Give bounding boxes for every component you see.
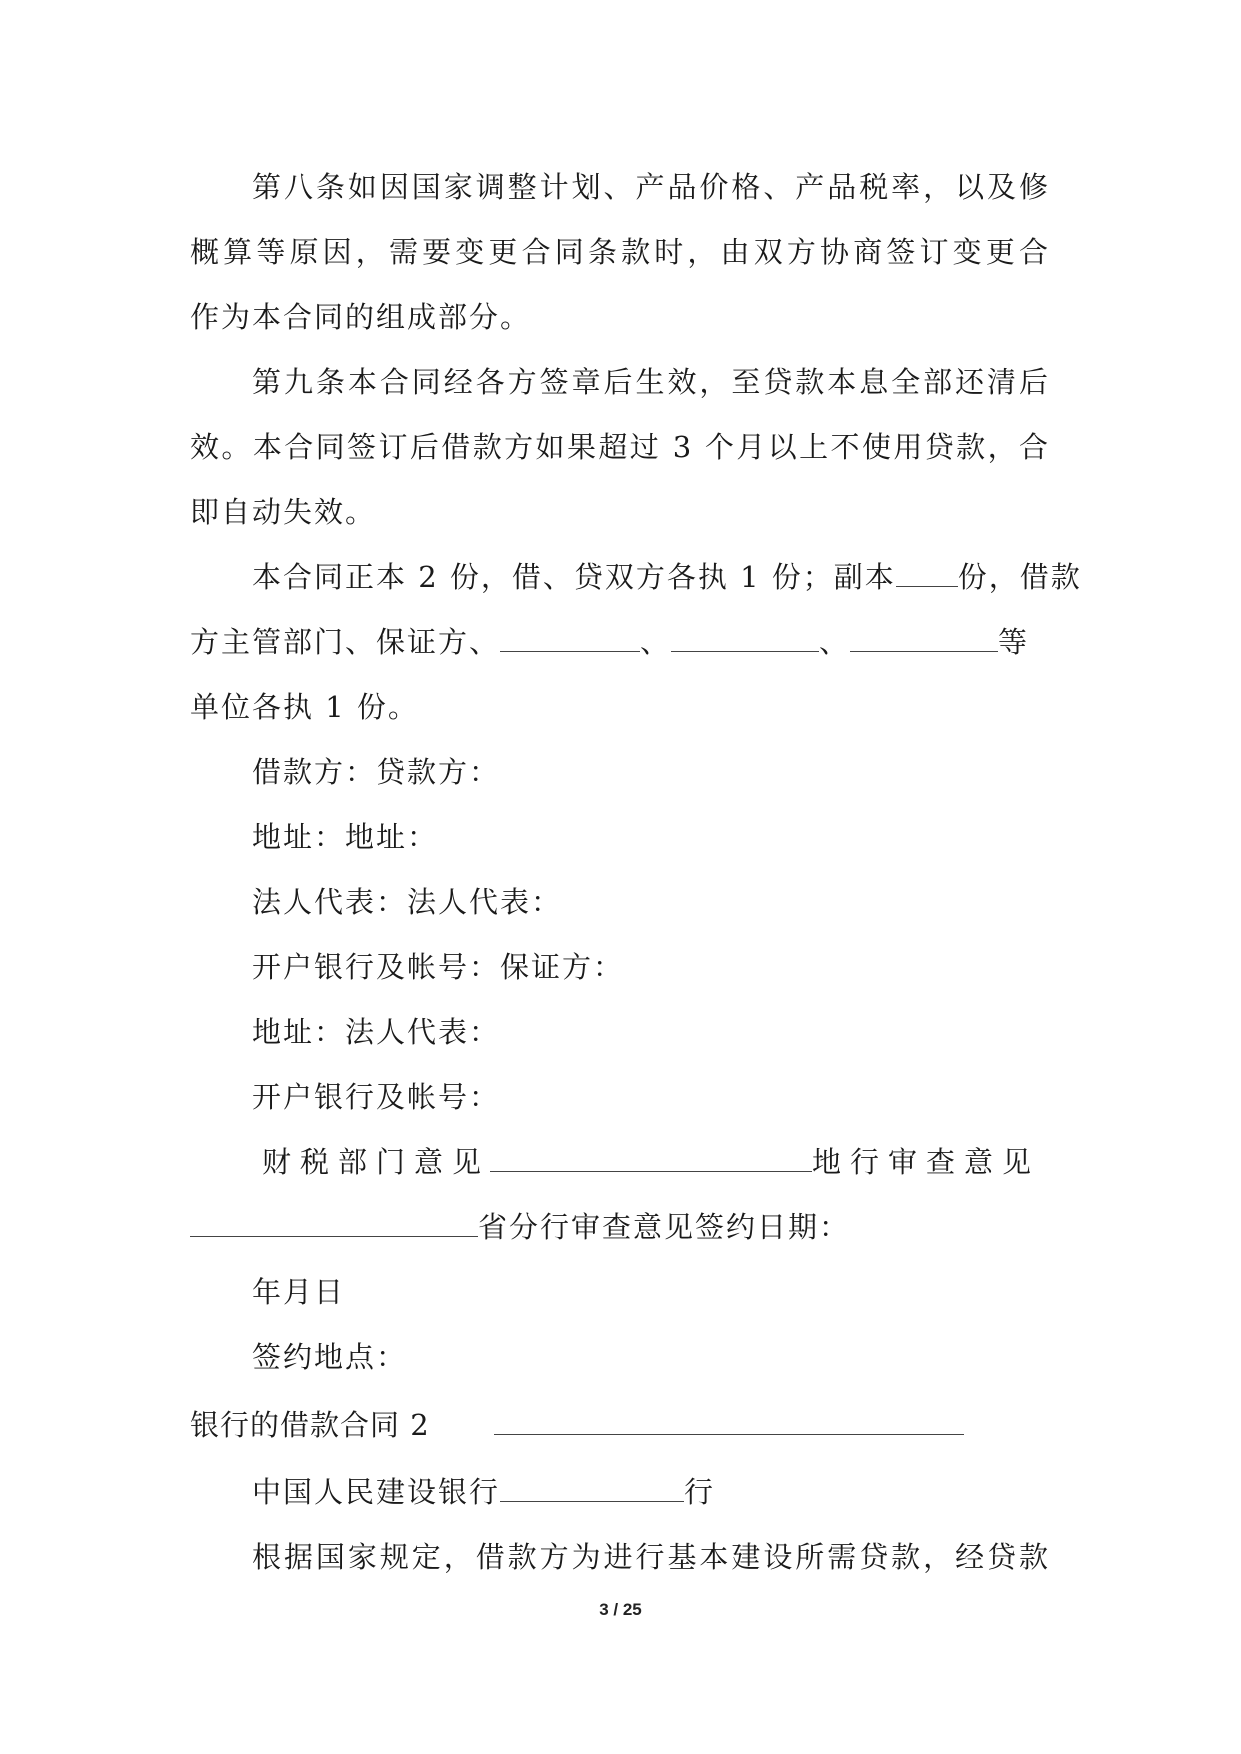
copies-text-a: 本合同正本 2 份，借、贷双方各执 1 份；副本	[252, 560, 896, 594]
copies-separator-2: 、	[819, 625, 851, 659]
local-bank-opinion-blank	[190, 1214, 478, 1237]
article8-line3: 作为本合同的组成部分。	[190, 300, 532, 334]
article9-line3: 即自动失效。	[190, 495, 377, 529]
article8-line1: 第八条如因国家调整计划、产品价格、产品税率，以及修	[252, 170, 1050, 204]
provincial-opinion-label: 省分行审查意见签约日期：	[478, 1210, 851, 1244]
title-underline	[494, 1434, 964, 1435]
contract2-intro: 根据国家规定，借款方为进行基本建设所需贷款，经贷款	[252, 1540, 1050, 1574]
bank-name-suffix: 行	[684, 1475, 716, 1509]
signature-line-3: 法人代表：法人代表：	[252, 885, 563, 919]
copies-line2-text-b: 等	[998, 625, 1030, 659]
bank-name-label: 中国人民建设银行	[252, 1475, 501, 1509]
document-body	[190, 155, 1082, 1590]
place-label: 签约地点：	[252, 1340, 408, 1374]
bank-branch-blank	[500, 1479, 684, 1502]
signature-line-6: 开户银行及帐号：	[252, 1080, 501, 1114]
signature-line-4: 开户银行及帐号：保证方：	[252, 950, 625, 984]
signature-line-2: 地址：地址：	[252, 820, 439, 854]
date-label: 年月日	[252, 1275, 346, 1309]
signature-line-5: 地址：法人代表：	[252, 1015, 501, 1049]
signature-line-1: 借款方：贷款方：	[252, 755, 501, 789]
tax-dept-opinion-label: 财税部门意见	[262, 1145, 491, 1179]
page-number: 3 / 25	[599, 1600, 642, 1619]
article9-line2: 效。本合同签订后借款方如果超过 3 个月以上不使用贷款，合	[190, 430, 1050, 464]
copies-text-b: 份，借款	[957, 560, 1082, 594]
local-bank-opinion-label: 地行审查意见	[812, 1145, 1041, 1179]
opinions-line2	[190, 1195, 1050, 1260]
copies-line2	[190, 610, 1050, 675]
party-blank-2	[671, 629, 819, 652]
article8-line2: 概算等原因，需要变更合同条款时，由双方协商签订变更合	[190, 235, 1050, 269]
party-blank-1	[500, 629, 640, 652]
contract2-title: 银行的借款合同 2	[190, 1408, 430, 1442]
opinions-line1	[190, 1130, 1050, 1195]
tax-dept-opinion-blank	[490, 1149, 812, 1172]
bank-name-line	[190, 1460, 1050, 1525]
copies-separator-1: 、	[640, 625, 672, 659]
contract2-title-row	[190, 1390, 1050, 1460]
copies-line3: 单位各执 1 份。	[190, 690, 419, 724]
copies-line1	[190, 545, 1082, 610]
article9-line1: 第九条本合同经各方签章后生效，至贷款本息全部还清后	[252, 365, 1050, 399]
party-blank-3	[850, 629, 998, 652]
copies-blank	[896, 564, 958, 587]
copies-line2-text-a: 方主管部门、保证方、	[190, 625, 501, 659]
